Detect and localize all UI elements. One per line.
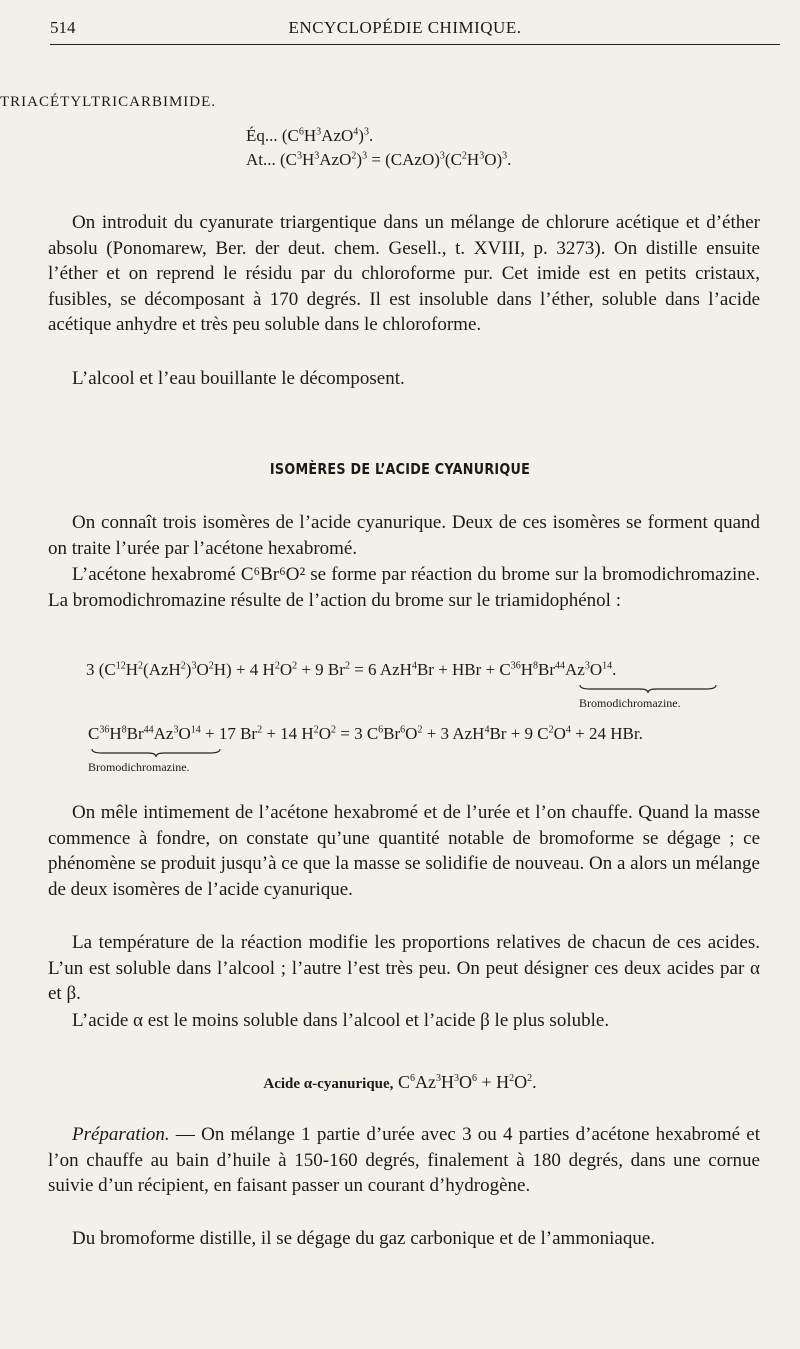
equation-2-label: Bromodichromazine.	[88, 760, 190, 774]
paragraph-temperature: La température de la réaction modifie les proportions relatives de chacun de ces acides. L’un est soluble dans l’alcool ; l’autre l’est très peu. On peut désigner ces deux acides par α et β.	[48, 932, 760, 1004]
underbrace-2	[90, 748, 222, 758]
paragraph-triacetyl-decomposition: L’alcool et l’eau bouillante le décomposent.	[72, 368, 405, 389]
paragraph-triacetyl-preparation: On introduit du cyanurate triargentique dans un mélange de chlorure acétique et d’éther absolu (Ponomarew, Ber. der deut. chem. Gesell., t. XVIII, p. 3273). On distille ensuite l’éther et on reprend le résidu par du chloroforme pur. Cet imide est en petits cristaux, fusibles, se décomposant à 170 degrés. Il est insoluble dans l’éther, soluble dans l’acide acétique anhydre et très peu soluble dans le chloroforme.	[48, 212, 760, 335]
section-title-acide-alpha: Acide α-cyanurique, $C^6Az^3H^3O^6 + H^2O^2$.	[263, 1072, 537, 1092]
underbrace-1	[578, 684, 718, 694]
preparation-label: Préparation.	[72, 1124, 170, 1145]
running-title: ENCYCLOPÉDIE CHIMIQUE.	[288, 18, 522, 37]
header-rule	[50, 44, 780, 45]
paragraph-isomeres-intro: On connaît trois isomères de l’acide cyanurique. Deux de ces isomères se forment quand on traite l’urée par l’acétone hexabromé.	[48, 512, 760, 559]
page-number: 514	[50, 18, 76, 37]
paragraph-solubility: L’acide α est le moins soluble dans l’alcool et l’acide β le plus soluble.	[72, 1010, 610, 1031]
equation-1: 3 $(C^{12}H^2(AzH^2)^3O^2H) + 4$ $H^2O^2 + 9$ $Br^2 = 6$ AzH$^4$Br + HBr + $C^{36}H^8Br^{44}Az^3O^{14}$.	[86, 660, 617, 679]
formula-equivalent: Éq... $(C^6H^3AzO^4)^3$.	[246, 126, 374, 145]
paragraph-melange: On mêle intimement de l’acétone hexabromé et de l’urée et l’on chauffe. Quand la masse commence à fondre, on constate qu’une quantité notable de bromoforme se dégage ; ce phénomène se produit jusqu’à ce que la masse se solidifie de nouveau. On a alors un mélange de deux isomères de l’acide cyanurique.	[48, 802, 760, 900]
equation-2: $C^{36}H^8Br^{44}Az^3O^{14} + 17$ $Br^2 + 14$ $H^2O^2 = 3$ $C^6Br^6O^2 + 3$ AzH$^4$Br + 9 $C^2O^4 + 24$ HBr.	[88, 724, 643, 743]
page-header	[50, 14, 760, 42]
section-heading-isomeres: ISOMÈRES DE L’ACIDE CYANURIQUE	[269, 460, 531, 478]
section-title-triacetyl: TRIACÉTYLTRICARBIMIDE.	[0, 94, 217, 110]
paragraph-preparation: Préparation. — On mélange 1 partie d’urée avec 3 ou 4 parties d’acétone hexabromé et l’on chauffe au bain d’huile à 150-160 degrés, finalement à 180 degrés, dans une cornue suivie d’un récipient, en faisant passer un courant d’hydrogène.	[48, 1124, 761, 1196]
paragraph-acetone-hexabrome: L’acétone hexabromé C⁶Br⁶O² se forme par réaction du brome sur la bromodichromazine. La bromodichromazine résulte de l’action du brome sur le triamidophénol :	[48, 564, 760, 611]
paragraph-bromoforme: Du bromoforme distille, il se dégage du gaz carbonique et de l’ammoniaque.	[72, 1228, 656, 1249]
formula-atomic: At... $(C^3H^3AzO^2)^3$ = $(CAzO)^3(C^2H^3O)^3$.	[246, 150, 512, 169]
equation-1-label: Bromodichromazine.	[579, 696, 681, 710]
